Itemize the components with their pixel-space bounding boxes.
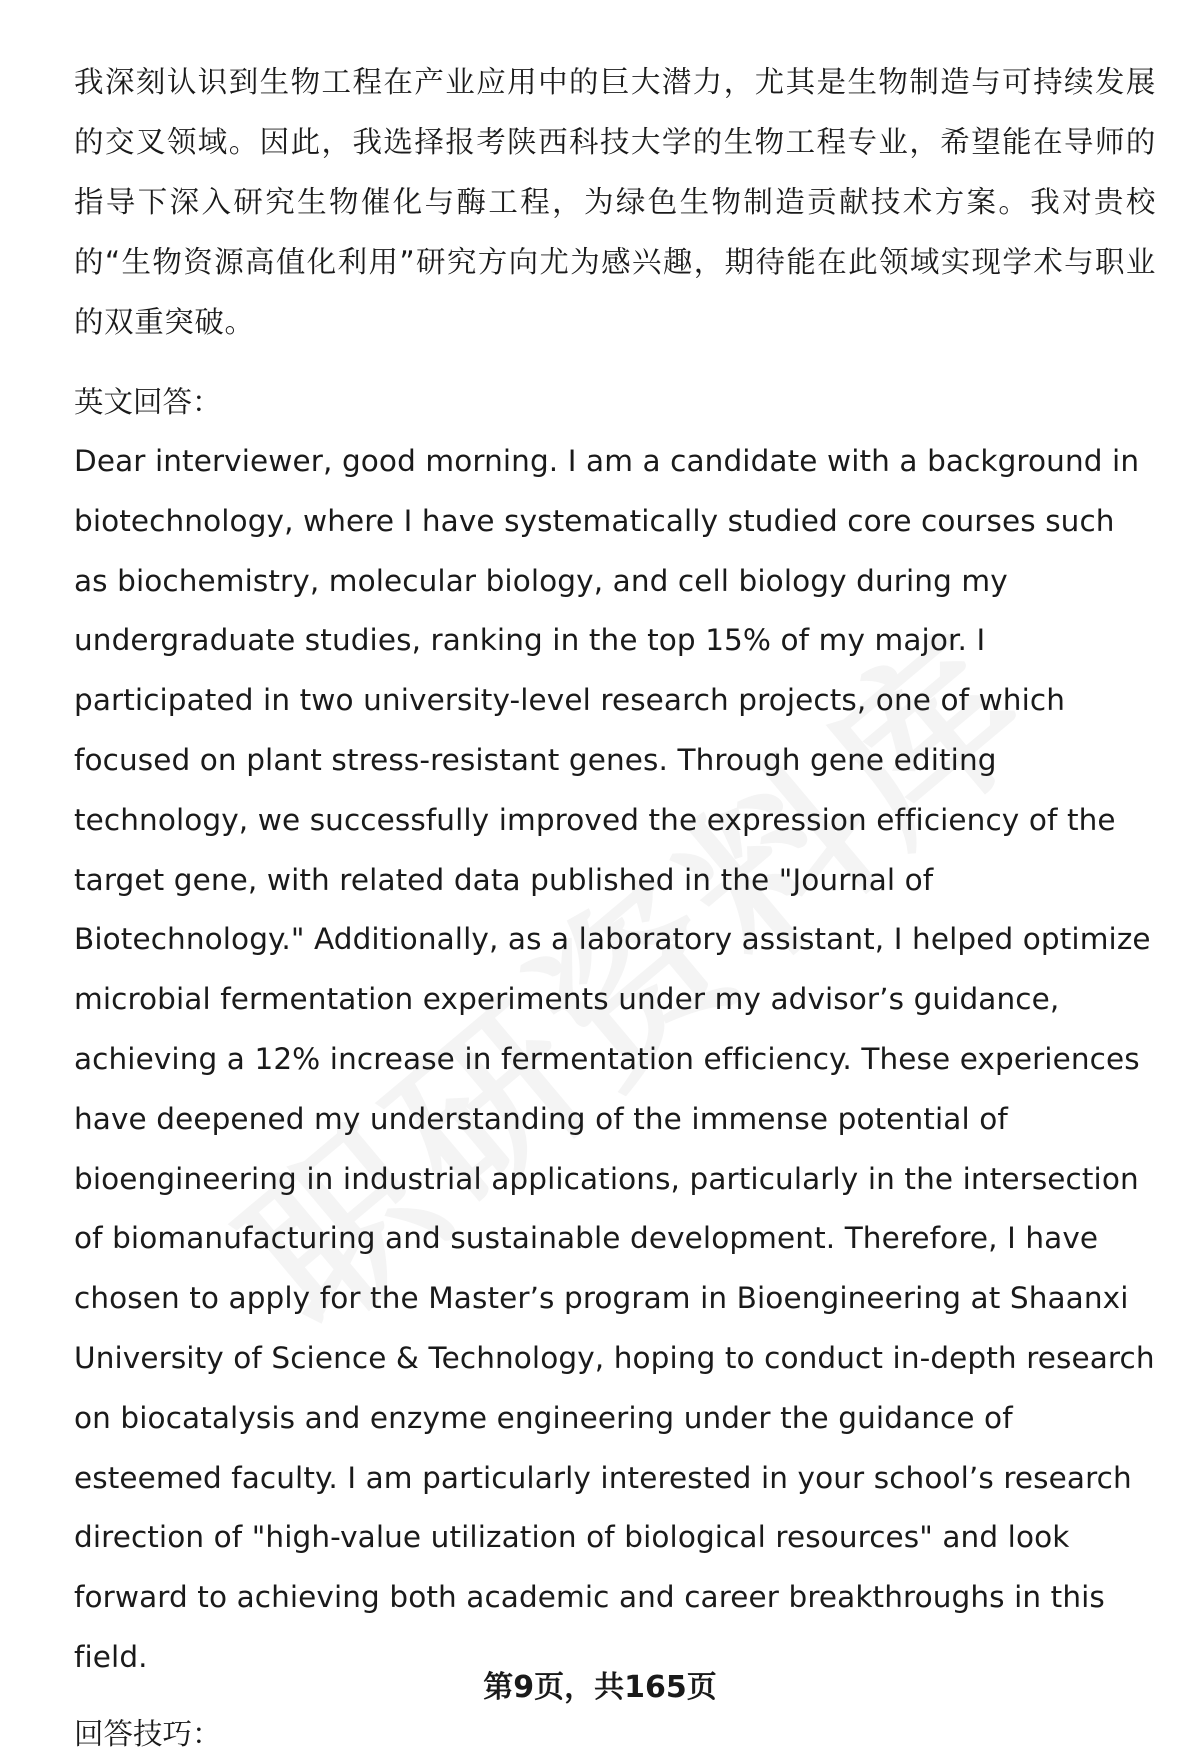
answer-tips-heading: 回答技巧： [74,1716,222,1751]
english-answer-paragraph: Dear interviewer, good morning. I am a candidate with a background in biotechnology, where I have systematically studied core courses such as biochemistry, molecular biology, and cell biology during my undergraduate studies, ranking in the top 15% of my major. I participated in two university-level research projects, one of which focused on plant stress-resistant genes. Through gene editing technology, we successfully improved the expression efficiency of the target gene, with related data published in the "Journal of Biotechnology." Additionally, as a laboratory assistant, I helped optimize microbial fermentation experiments under my advisor’s guidance, achieving a 12% increase in fermentation efficiency. These experiences have deepened my understanding of the immense potential of bioengineering in industrial applications, particularly in the intersection of biomanufacturing and sustainable development. Therefore, I have chosen to apply for the Master’s program in Bioengineering at Shaanxi University of Science & Technology, hoping to conduct in-depth research on biocatalysis and enzyme engineering under the guidance of esteemed faculty. I am particularly interested in your school’s research direction of "high-value utilization of biological resources" and look forward to achieving both academic and career breakthroughs in this field. [74,444,1155,1674]
page-number-footer: 第9页，共165页 [483,1670,717,1705]
document-body [74,52,1156,1764]
english-answer-heading: 英文回答： [74,385,222,419]
chinese-answer-paragraph: 我深刻认识到生物工程在产业应用中的巨大潜力，尤其是生物制造与可持续发展的交叉领域。因此，我选择报考陕西科技大学的生物工程专业，希望能在导师的指导下深入研究生物催化与酶工程，为绿色生物制造贡献技术方案。我对贵校的“生物资源高值化利用”研究方向尤为感兴趣，期待能在此领域实现学术与职业的双重突破。 [74,65,1156,339]
